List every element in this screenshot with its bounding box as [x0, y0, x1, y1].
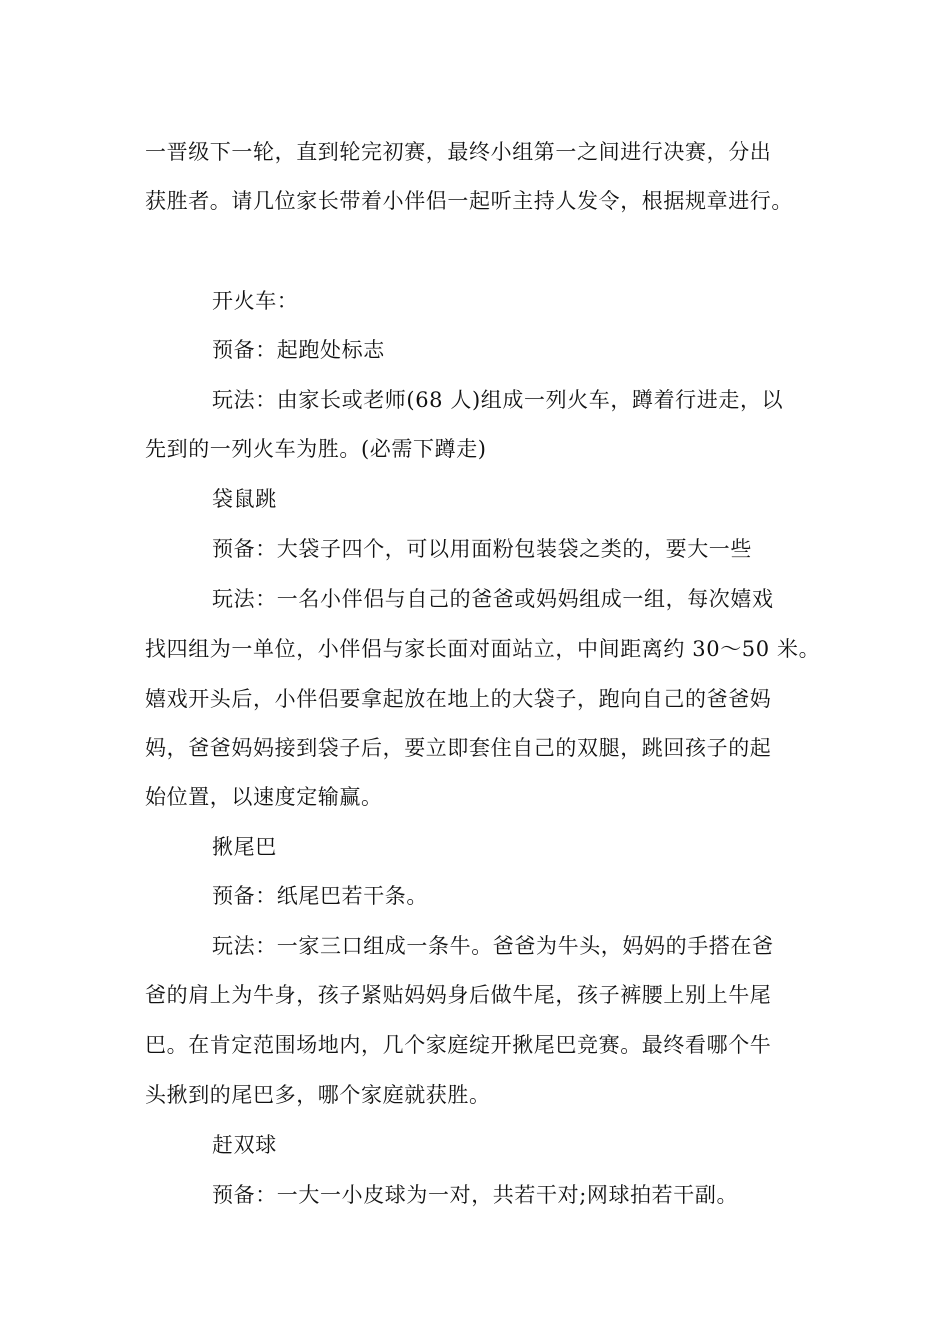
- prep-line: 预备：一大一小皮球为一对，共若干对;网球拍若干副。: [212, 1183, 739, 1207]
- prep-line: 预备：起跑处标志: [212, 338, 385, 362]
- prep-line: 预备：纸尾巴若干条。: [212, 884, 428, 908]
- play-line: 玩法：一家三口组成一条牛。爸爸为牛头，妈妈的手搭在爸: [212, 934, 774, 958]
- play-line: 头揪到的尾巴多，哪个家庭就获胜。: [145, 1083, 491, 1107]
- section-title-balls: 赶双球: [212, 1133, 277, 1157]
- play-line: 嬉戏开头后，小伴侣要拿起放在地上的大袋子，跑向自己的爸爸妈: [145, 687, 772, 711]
- section-title-kangaroo: 袋鼠跳: [212, 487, 277, 511]
- play-line: 先到的一列火车为胜。(必需下蹲走): [145, 437, 487, 461]
- play-line: 巴。在肯定范围场地内，几个家庭绽开揪尾巴竞赛。最终看哪个牛: [145, 1033, 772, 1057]
- intro-line: 一晋级下一轮，直到轮完初赛，最终小组第一之间进行决赛，分出: [145, 140, 772, 164]
- prep-line: 预备：大袋子四个，可以用面粉包装袋之类的，要大一些: [212, 537, 752, 561]
- section-title-tail: 揪尾巴: [212, 835, 277, 859]
- play-line: 始位置，以速度定输赢。: [145, 785, 383, 809]
- play-line: 玩法：一名小伴侣与自己的爸爸或妈妈组成一组，每次嬉戏: [212, 587, 774, 611]
- play-line: 玩法：由家长或老师(68 人)组成一列火车，蹲着行进走，以: [212, 388, 784, 412]
- play-line: 爸的肩上为牛身，孩子紧贴妈妈身后做牛尾，孩子裤腰上别上牛尾: [145, 983, 772, 1007]
- section-title-train: 开火车：: [212, 289, 299, 313]
- play-line: 找四组为一单位，小伴侣与家长面对面站立，中间距离约 30～50 米。: [145, 637, 821, 661]
- play-line: 妈，爸爸妈妈接到袋子后，要立即套住自己的双腿，跳回孩子的起: [145, 736, 772, 760]
- intro-line: 获胜者。请几位家长带着小伴侣一起听主持人发令，根据规章进行。: [145, 189, 793, 213]
